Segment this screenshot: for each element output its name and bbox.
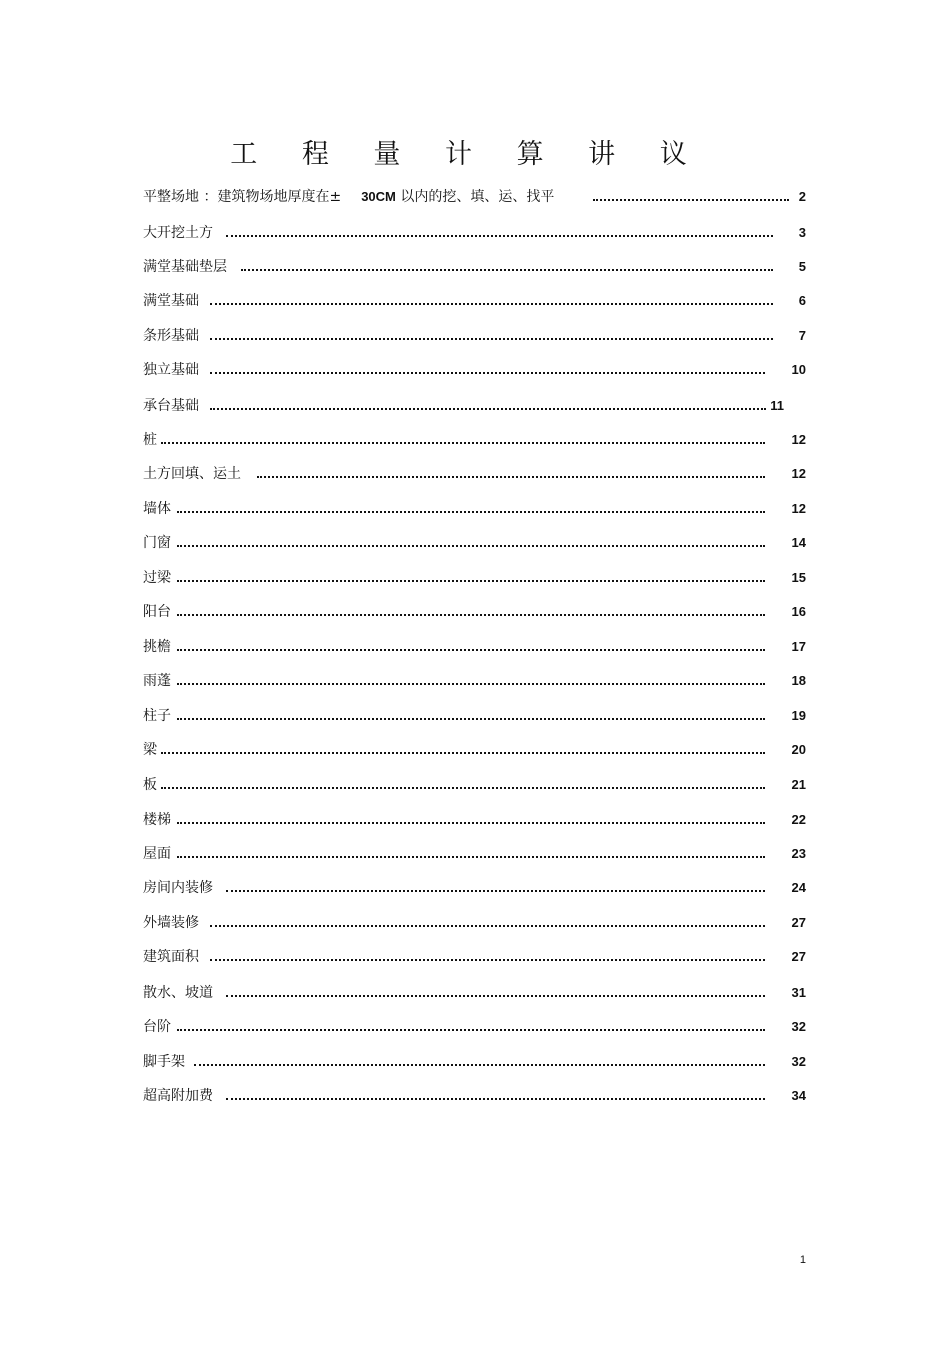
document-title: 工 程 量 计 算 讲 议 <box>230 139 705 170</box>
leader-dots <box>210 372 765 374</box>
toc-entry-label: 房间内装修 <box>143 880 213 896</box>
leader-dots <box>161 442 765 444</box>
toc-entry-label: 墙体 <box>143 501 171 517</box>
toc-entry-label: 条形基础 <box>143 328 199 344</box>
toc-entry-label: 满堂基础 <box>143 293 199 309</box>
leader-dots <box>177 545 765 547</box>
toc-entry-label: 梁 <box>143 742 157 758</box>
leader-dots <box>161 787 765 789</box>
toc-page-number: 10 <box>791 362 806 377</box>
leader-dots <box>226 1098 765 1100</box>
toc-page-number: 19 <box>791 708 806 723</box>
toc-page-number: 32 <box>791 1019 806 1034</box>
leader-dots <box>194 1064 765 1066</box>
toc-entry-label: 屋面 <box>143 846 171 862</box>
leader-dots <box>226 235 773 237</box>
toc-entry-label: 台阶 <box>143 1019 171 1035</box>
leader-dots <box>177 580 765 582</box>
toc-entry-label: 桩 <box>143 432 157 448</box>
toc-page-number: 32 <box>791 1054 806 1069</box>
toc-entry-label: 过梁 <box>143 570 171 586</box>
toc-entry-label: 平整场地 ：建筑物场地厚度在± 30CM 以内的挖、填、运、找平 <box>143 189 555 205</box>
toc-page-number: 12 <box>791 466 806 481</box>
leader-dots <box>177 856 765 858</box>
toc-entry-label: 散水、坡道 <box>143 985 213 1001</box>
toc-entry-label: 外墙装修 <box>143 915 199 931</box>
leader-dots <box>177 614 765 616</box>
toc-page-number: 31 <box>791 985 806 1000</box>
toc-entry-label: 土方回填、运土 <box>143 466 241 482</box>
toc-page-number: 7 <box>798 328 806 343</box>
toc-page-number: 5 <box>798 259 806 274</box>
toc-page-number: 16 <box>791 604 806 619</box>
toc-entry-label: 板 <box>143 777 157 793</box>
toc-page-number: 6 <box>798 293 806 308</box>
leader-dots <box>177 649 765 651</box>
toc-page-number: 15 <box>791 570 806 585</box>
leader-dots <box>177 1029 765 1031</box>
toc-entry-label: 大开挖土方 <box>143 225 213 241</box>
toc-page-number: 23 <box>791 846 806 861</box>
toc-entry-label: 满堂基础垫层 <box>143 259 227 275</box>
leader-dots <box>177 718 765 720</box>
leader-dots <box>177 511 765 513</box>
toc-page-number: 27 <box>791 949 806 964</box>
toc-page-number: 2 <box>798 189 806 204</box>
toc-page-number: 27 <box>791 915 806 930</box>
toc-entry-label: 雨蓬 <box>143 673 171 689</box>
toc-page-number: 34 <box>791 1088 806 1103</box>
toc-entry-label: 挑檐 <box>143 639 171 655</box>
leader-dots <box>593 199 789 201</box>
toc-entry-label: 超高附加费 <box>143 1088 213 1104</box>
toc-page-number: 17 <box>791 639 806 654</box>
toc-entry-label: 楼梯 <box>143 812 171 828</box>
toc-entry-label: 柱子 <box>143 708 171 724</box>
leader-dots <box>210 303 773 305</box>
leader-dots <box>241 269 773 271</box>
toc-entry-label: 阳台 <box>143 604 171 620</box>
toc-entry-label: 建筑面积 <box>143 949 199 965</box>
toc-page-number: 12 <box>791 432 806 447</box>
toc-page-number: 22 <box>791 812 806 827</box>
leader-dots <box>210 959 765 961</box>
leader-dots <box>210 925 765 927</box>
toc-page-number: 20 <box>791 742 806 757</box>
toc-entry-label: 独立基础 <box>143 362 199 378</box>
leader-dots <box>177 822 765 824</box>
toc-entry-label: 承台基础 <box>143 398 199 414</box>
toc-entry-label: 脚手架 <box>143 1054 185 1070</box>
toc-page-number: 14 <box>791 535 806 550</box>
leader-dots <box>210 338 773 340</box>
toc-page-number: 3 <box>798 225 806 240</box>
page-number: 1 <box>799 1254 806 1266</box>
toc-page-number: 21 <box>791 777 806 792</box>
leader-dots <box>257 476 765 478</box>
toc-page-number: 11 <box>770 398 784 413</box>
leader-dots <box>161 752 765 754</box>
leader-dots <box>210 408 766 410</box>
toc-page-number: 18 <box>791 673 806 688</box>
leader-dots <box>177 683 765 685</box>
leader-dots <box>226 995 765 997</box>
toc-entry-label: 门窗 <box>143 535 171 551</box>
toc-page-number: 12 <box>791 501 806 516</box>
leader-dots <box>226 890 765 892</box>
toc-page-number: 24 <box>791 880 806 895</box>
